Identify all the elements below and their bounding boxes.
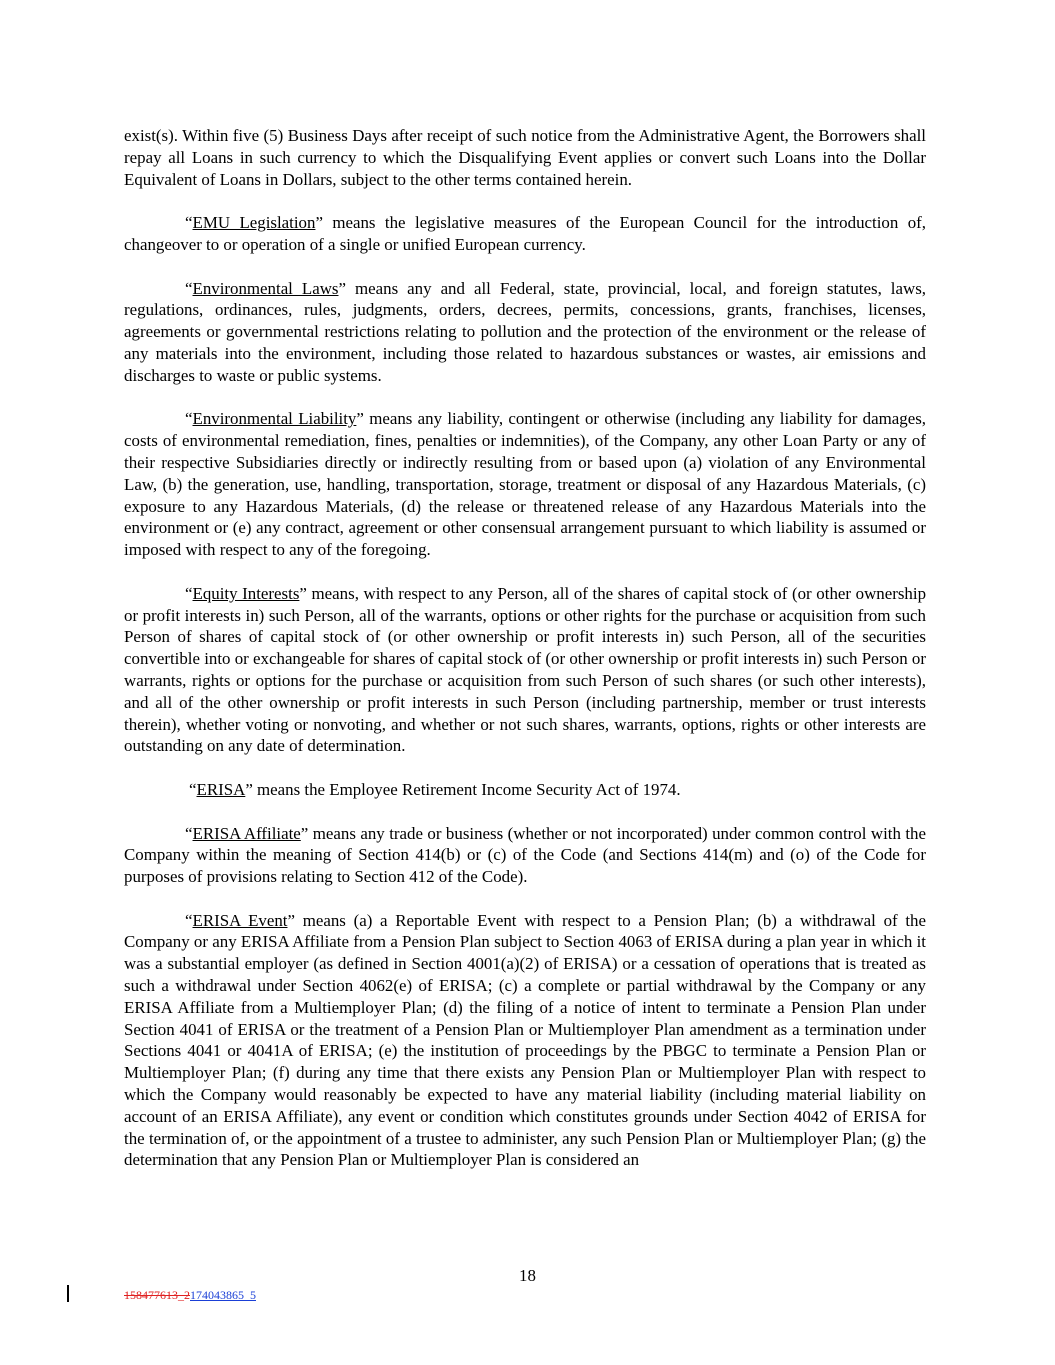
paragraph-text: exist(s). Within five (5) Business Days after receipt of such notice from the Administrative Agent, the Borrowers shall repay all Loans in such currency to which the Disqualifying Event applies or convert such Loans into the Dollar Equivalent of Loans in Dollars, subject to the other terms contained herein. xyxy=(124,126,926,189)
definition-erisa xyxy=(124,779,926,801)
definition-emu-legislation xyxy=(124,212,926,256)
open-quote: “ xyxy=(185,278,193,298)
defined-term: Environmental Liability xyxy=(192,409,357,429)
definition-erisa-affiliate xyxy=(124,823,926,888)
open-quote: “ xyxy=(185,213,193,233)
open-quote: “ xyxy=(189,779,197,799)
definition-equity-interests xyxy=(124,583,926,757)
definition-text: ” means any trade or business (whether or not incorporated) under common control with the Company within the meaning of Section 414(b) or (c) of the Code (and Sections 414(m) and (o) of the Code for purposes of provisions relating to Section 412 of the Code). xyxy=(124,823,926,887)
definition-text: ” means, with respect to any Person, all of the shares of capital stock of (or other ownership or profit interests in) such Person, all of the warrants, options or other rights for the purchase or acquisition from such Person of shares of capital stock of (or other ownership or profit interests in) such Person, all of the securities convertible into or exchangeable for shares of capital stock of (or other ownership or profit interests in) such Person or warrants, rights or options for the purchase or acquisition from such Person of such shares (or such other interests), and all of the other ownership or profit interests in such Person (including partnership, member or trust interests therein), whether voting or nonvoting, and whether or not such shares, warrants, options, rights or other interests are outstanding on any date of determination. xyxy=(124,583,927,756)
definition-text: ” means the legislative measures of the European Council for the introduction of, changeover to or operation of a single or unified European currency. xyxy=(124,213,926,254)
definition-environmental-liability xyxy=(124,408,926,561)
page-number: 18 xyxy=(519,1266,536,1285)
document-body xyxy=(124,125,926,1193)
open-quote: “ xyxy=(185,583,193,603)
definition-text: ” means any and all Federal, state, provincial, local, and foreign statutes, laws, regulations, ordinances, rules, judgments, orders, decrees, permits, concessions, grants, franchises, licenses, agreements or governmental restrictions relating to pollution and the protection of the environment or the release of any materials into the environment, including those related to hazardous substances or wastes, air emissions and discharges to waste or public systems. xyxy=(124,278,926,385)
open-quote: “ xyxy=(185,823,193,843)
defined-term: Equity Interests xyxy=(192,583,300,603)
definition-text: ” means the Employee Retirement Income Security Act of 1974. xyxy=(245,779,681,799)
open-quote: “ xyxy=(185,910,193,930)
defined-term: EMU Legislation xyxy=(192,213,316,233)
doc-id-deleted: 158477613_2 xyxy=(124,1288,190,1302)
definition-text: ” means any liability, contingent or otherwise (including any liability for damages, costs of environmental remediation, fines, penalties or indemnities), of the Company, any other Loan Party or any of their respective Subsidiaries directly or indirectly resulting from or based upon (a) violation of any Environmental Law, (b) the generation, use, handling, transportation, storage, treatment or disposal of any Hazardous Materials, (c) exposure to any Hazardous Materials, (d) the release or threatened release of any Hazardous Materials into the environment or (e) any contract, agreement or other consensual arrangement pursuant to which liability is assumed or imposed with respect to any of the foregoing. xyxy=(124,409,926,560)
doc-id-inserted: 174043865_5 xyxy=(190,1288,256,1302)
open-quote: “ xyxy=(185,409,193,429)
revision-change-bar xyxy=(67,1285,69,1302)
defined-term: Environmental Laws xyxy=(192,278,339,298)
definition-erisa-event xyxy=(124,910,926,1172)
paragraph-continuation xyxy=(124,125,926,190)
document-id xyxy=(124,1288,256,1302)
definition-text: ” means (a) a Reportable Event with respect to a Pension Plan; (b) a withdrawal of the Company or any ERISA Affiliate from a Pension Plan subject to Section 4063 of ERISA during a plan year in which it was a substantial employer (as defined in Section 4001(a)(2) of ERISA) or a cessation of operations that is treated as such a withdrawal under Section 4062(e) of ERISA; (c) a complete or partial withdrawal by the Company or any ERISA Affiliate from a Multiemployer Plan; (d) the filing of a notice of intent to terminate a Pension Plan under Section 4041 of ERISA or the treatment of a Pension Plan or Multiemployer Plan amendment as a termination under Sections 4041 or 4041A of ERISA; (e) the institution of proceedings by the PBGC to terminate a Pension Plan or Multiemployer Plan; (f) during any time that there exists any Pension Plan or Multiemployer Plan with respect to which the Company would reasonably be expected to have any material liability (including material liability on account of an ERISA Affiliate), any event or condition which constitutes grounds under Section 4042 of ERISA for the termination of, or the appointment of a trustee to administer, any such Pension Plan or Multiemployer Plan; (g) the determination that any Pension Plan or Multiemployer Plan is considered an xyxy=(124,910,926,1170)
defined-term: ERISA Affiliate xyxy=(192,823,301,843)
definition-environmental-laws xyxy=(124,278,926,387)
defined-term: ERISA xyxy=(196,779,246,799)
defined-term: ERISA Event xyxy=(192,910,288,930)
